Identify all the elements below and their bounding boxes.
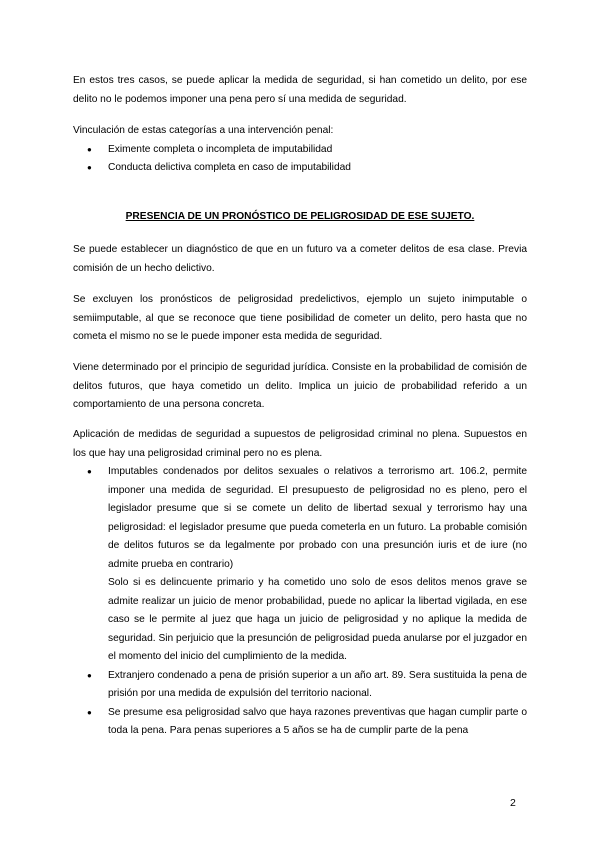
categories-list xyxy=(73,141,527,178)
list-item: ● Extranjero condenado a pena de prisión superior a un año art. 89. Sera sustituida la pena de prisión por una medida de expulsión del territorio nacional. xyxy=(73,667,527,704)
peligrosidad-list xyxy=(73,463,527,741)
paragraph-4: Se excluyen los pronósticos de peligrosidad predelictivos, ejemplo un sujeto inimputable o semiimputable, al que se reconoce que tiene posibilidad de cometer un delito, pero hasta que no cometa el mismo no se le puede imponer esta medida de seguridad. xyxy=(73,294,527,342)
page-number: 2 xyxy=(510,797,516,809)
paragraph-6: Aplicación de medidas de seguridad a supuestos de peligrosidad criminal no plena. Supuestos en los que hay una peligrosidad criminal pero no es plena. ● Imputables condenados por delitos sexuales o relativos a terrorismo art. 106.2, permite imponer una medida de seguridad. El presupuesto de peligrosidad no es pleno, pero el legislador presume que si se comete un delito de libertad sexual y terrorismo hay una peligrosidad: el legislador presume que pueda cometerla en un futuro. La probable comisión de delitos futuros se da legalmente por probado con una presunción iuris et de iure (no admite prueba en contrario) Solo si es delincuente primario y ha cometido uno solo de esos delitos menos grave se admite realizar un juicio de menor probabilidad, puede no aplicar la libertad vigilada, en ese caso se le permite al juez que haga un juicio de peligrosidad y no aplique la medida de seguridad. Sin perjuicio que la presunción de peligrosidad pueda anularse por el juzgador en el momento del inicio del cumplimiento de la medida. ● Extranjero condenado a pena de prisión superior a un año art. 89. Sera sustituida la pena de prisión por una medida de expulsión del territorio nacional. ● Se presume esa peligrosidad salvo que haya razones preventivas que hagan cumplir parte o toda la pena. Para penas superiores a 5 años se ha de cumplir parte de la pena xyxy=(73,426,527,741)
list-item: ● Conducta delictiva completa en caso de imputabilidad xyxy=(73,159,527,178)
paragraph-5: Viene determinado por el principio de seguridad jurídica. Consiste en la probabilidad de comisión de delitos futuros, que haya cometido un delito. Implica un juicio de probabilidad referido a un comportamiento de una persona concreta. xyxy=(73,362,527,410)
section-heading: PRESENCIA DE UN PRONÓSTICO DE PELIGROSIDAD DE ESE SUJETO. xyxy=(125,211,475,222)
paragraph-1: En estos tres casos, se puede aplicar la medida de seguridad, si han cometido un delito, por ese delito no le podemos imponer una pena pero sí una medida de seguridad. xyxy=(73,75,527,105)
list-item: ● Imputables condenados por delitos sexuales o relativos a terrorismo art. 106.2, permite imponer una medida de seguridad. El presupuesto de peligrosidad no es pleno, pero el legislador presume que si se comete un delito de libertad sexual y terrorismo hay una peligrosidad: el legislador presume que pueda cometerla en un futuro. La probable comisión de delitos futuros se da legalmente por probado con una presunción iuris et de iure (no admite prueba en contrario) Solo si es delincuente primario y ha cometido uno solo de esos delitos menos grave se admite realizar un juicio de menor probabilidad, puede no aplicar la libertad vigilada, en ese caso se le permite al juez que haga un juicio de peligrosidad y no aplique la medida de seguridad. Sin perjuicio que la presunción de peligrosidad pueda anularse por el juzgador en el momento del inicio del cumplimiento de la medida. xyxy=(73,463,527,667)
paragraph-2: Vinculación de estas categorías a una intervención penal: ● Eximente completa o incompleta de imputabilidad ● Conducta delictiva completa en caso de imputabilidad xyxy=(73,122,527,178)
list-item: ● Eximente completa o incompleta de imputabilidad xyxy=(73,141,527,160)
list-item: ● Se presume esa peligrosidad salvo que haya razones preventivas que hagan cumplir parte o toda la pena. Para penas superiores a 5 años se ha de cumplir parte de la pena xyxy=(73,704,527,741)
paragraph-3: Se puede establecer un diagnóstico de que en un futuro va a cometer delitos de esa clase. Previa comisión de un hecho delictivo. xyxy=(73,244,527,274)
